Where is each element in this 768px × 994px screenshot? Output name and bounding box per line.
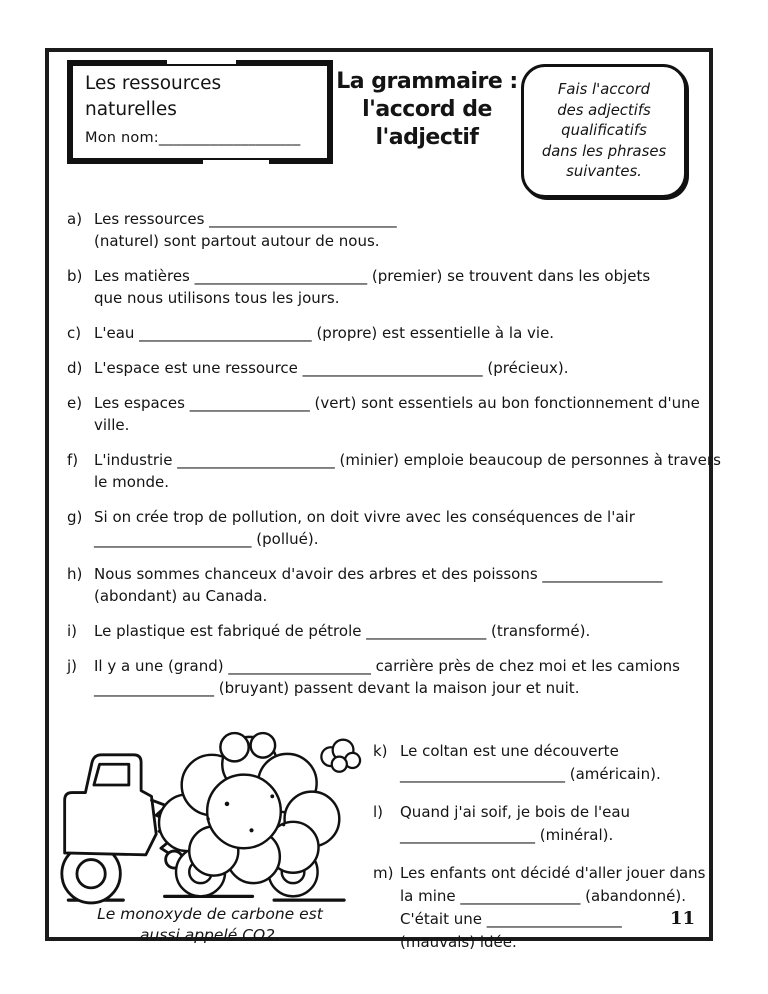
item-label: d): [67, 358, 83, 377]
item-label: i): [67, 621, 78, 640]
exercise-item: [67, 322, 693, 344]
item-line: Les espaces ________________ (vert) sont essentiels au bon fonctionnement d'une: [94, 393, 700, 412]
bottom-section: [67, 712, 706, 969]
instruction-line: qualificatifs: [561, 122, 647, 139]
item-line: Les matières _______________________ (premier) se trouvent dans les objets: [94, 266, 651, 285]
exercise-item: [67, 655, 693, 699]
item-label: g): [67, 507, 83, 526]
item-label: b): [67, 266, 83, 285]
item-line: Le coltan est une découverte: [400, 741, 619, 760]
figure-block: [59, 712, 361, 969]
exercise-item: [67, 506, 693, 550]
exercise-item: [67, 563, 693, 607]
unit-name-box: [67, 60, 333, 164]
exercise-list-right: [361, 722, 706, 969]
item-line: (abondant) au Canada.: [94, 586, 268, 605]
item-label: h): [67, 564, 83, 583]
figure-caption-line: Le monoxyde de carbone est: [97, 904, 323, 923]
name-label: Mon nom:: [85, 130, 159, 146]
item-line: C'était une __________________: [400, 909, 622, 928]
instruction-line: dans les phrases: [541, 142, 667, 160]
item-label: a): [67, 209, 83, 228]
item-line: ______________________ (américain).: [400, 764, 661, 783]
item-label: j): [67, 656, 78, 675]
item-label: c): [67, 323, 82, 342]
item-line: (naturel) sont partout autour de nous.: [94, 231, 380, 250]
instruction-line: des adjectifs: [557, 101, 651, 119]
instruction-line: Fais l'accord: [557, 81, 651, 98]
exercise-item: [373, 862, 706, 954]
figure-caption: [59, 904, 361, 946]
student-name-line: [85, 127, 317, 149]
item-line: Le plastique est fabriqué de pétrole ________________ (transformé).: [94, 621, 591, 640]
item-line: le monde.: [94, 472, 169, 491]
item-line: ________________ (bruyant) passent devant la maison jour et nuit.: [94, 678, 580, 697]
exercise-item: [67, 357, 693, 379]
worksheet-page: [45, 48, 721, 951]
instruction-bubble: [521, 64, 687, 198]
item-line: Quand j'ai soif, je bois de l'eau: [400, 802, 631, 821]
exercise-item: [67, 392, 700, 436]
item-line: L'eau _______________________ (propre) est essentielle à la vie.: [94, 323, 555, 342]
page-title-line: La grammaire :: [336, 69, 518, 94]
item-line: (mauvais) idée.: [400, 932, 517, 951]
exercise-item: [67, 208, 693, 252]
item-line: ville.: [94, 415, 130, 434]
instruction-line: suivantes.: [566, 163, 642, 180]
page-title: [336, 68, 517, 152]
item-line: Nous sommes chanceux d'avoir des arbres et des poissons ________________: [94, 564, 663, 583]
page-title-line: l'accord de: [362, 97, 492, 122]
page-title-line: l'adjectif: [375, 125, 479, 150]
item-line: L'espace est une ressource ________________________ (précieux).: [94, 358, 569, 377]
item-line: Les ressources _________________________: [94, 209, 397, 228]
page-number: 11: [669, 908, 695, 929]
exercise-item: [67, 265, 693, 309]
item-line: la mine ________________ (abandonné).: [400, 886, 687, 905]
item-label: k): [373, 741, 388, 760]
item-label: f): [67, 450, 79, 469]
item-line: __________________ (minéral).: [400, 825, 614, 844]
exercise-item: [373, 801, 706, 847]
item-line: L'industrie _____________________ (minier) emploie beaucoup de personnes à travers: [94, 450, 721, 469]
item-label: m): [373, 863, 394, 882]
name-blank[interactable]: ___________________: [158, 130, 301, 146]
item-line: Il y a une (grand) ___________________ carrière près de chez moi et les camions: [94, 656, 680, 675]
item-label: l): [373, 802, 384, 821]
item-line: _____________________ (pollué).: [94, 529, 319, 548]
item-line: Les enfants ont décidé d'aller jouer dans: [400, 863, 706, 882]
item-label: e): [67, 393, 83, 412]
exercise-item: [67, 620, 693, 642]
worksheet-header: [67, 60, 693, 198]
exercise-list-main: [67, 208, 721, 699]
item-line: Si on crée trop de pollution, on doit vivre avec les conséquences de l'air: [94, 507, 635, 526]
figure-caption-line: aussi appelé CO2.: [140, 925, 280, 944]
unit-title: Les ressources naturelles: [85, 73, 222, 120]
truck-exhaust-illustration: [59, 712, 361, 908]
exercise-item: [373, 740, 706, 786]
exercise-item: [67, 449, 721, 493]
item-line: que nous utilisons tous les jours.: [94, 288, 340, 307]
